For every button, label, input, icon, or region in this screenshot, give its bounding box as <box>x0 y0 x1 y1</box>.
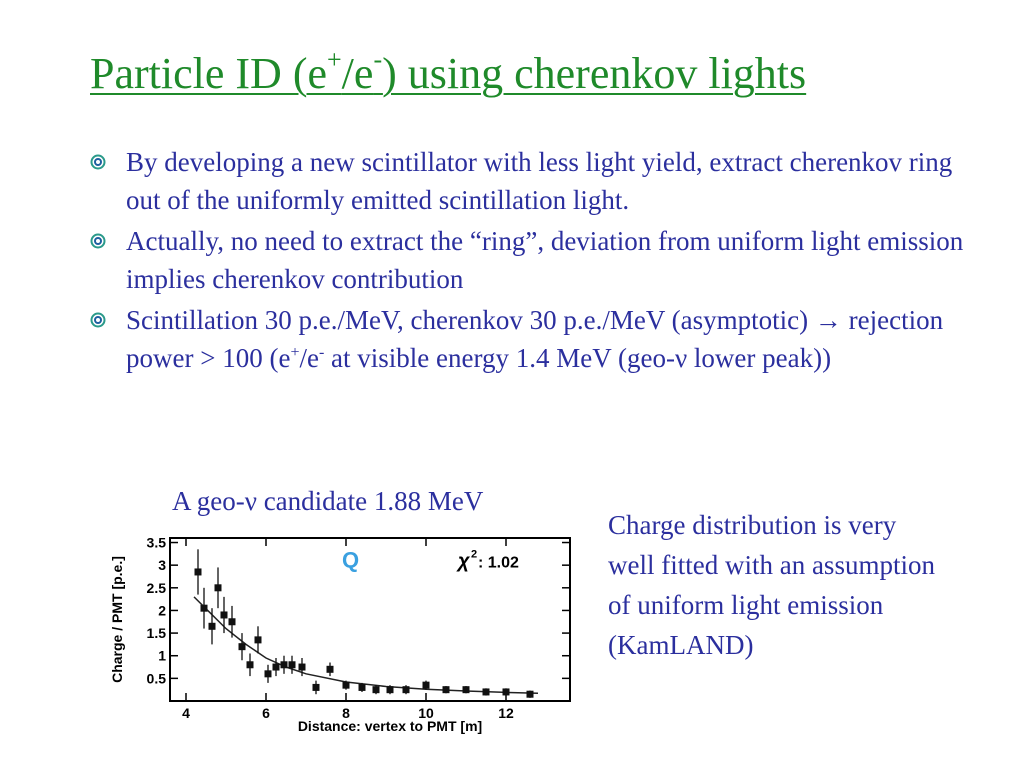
data-point <box>281 661 288 668</box>
y-tick-label: 3.5 <box>146 534 166 551</box>
data-point <box>387 686 394 693</box>
x-tick-label: 10 <box>418 705 434 721</box>
spiral-bullet-icon <box>90 154 106 170</box>
bullet-sup-plus: + <box>290 344 300 361</box>
data-point <box>313 684 320 691</box>
data-point <box>527 691 534 698</box>
data-point <box>209 623 216 630</box>
data-point <box>423 682 430 689</box>
data-point <box>463 686 470 693</box>
x-tick-label: 6 <box>262 705 270 721</box>
x-axis-label: Distance: vertex to PMT [m] <box>297 718 483 734</box>
figure-caption: A geo-ν candidate 1.88 MeV <box>172 486 484 516</box>
data-point <box>359 684 366 691</box>
bullet-text-part-1: Scintillation 30 p.e./MeV, cherenkov 30 p.e./MeV (asymptotic) → rejection power > 100 (e <box>126 305 944 373</box>
charge-distribution-chart <box>100 518 580 738</box>
fit-curve <box>194 597 538 693</box>
data-point <box>255 636 262 643</box>
title-sup-minus: - <box>373 45 383 74</box>
data-point <box>483 688 490 695</box>
data-point <box>265 670 272 677</box>
spiral-bullet-icon <box>90 233 106 249</box>
data-point <box>299 664 306 671</box>
y-tick-label: 1.5 <box>146 625 166 642</box>
data-point <box>273 664 280 671</box>
data-point <box>247 661 254 668</box>
title-part-3: ) using cherenkov lights <box>382 49 807 98</box>
data-point <box>201 605 208 612</box>
chi2-symbol: χ <box>458 550 470 573</box>
title-part-1: Particle ID (e <box>90 49 327 98</box>
bullet-text: By developing a new scintillator with less light yield, extract cherenkov ring out of the uniformly emitted scintillation light. <box>126 147 953 215</box>
bullet-text-part-2: /e <box>299 343 319 373</box>
chi2-value: : 1.02 <box>478 554 519 572</box>
y-tick-label: 2 <box>158 602 166 619</box>
bullet-list <box>90 143 990 380</box>
title-sup-plus: + <box>327 45 342 74</box>
x-tick-label: 8 <box>342 705 350 721</box>
bullet-item <box>90 222 990 298</box>
bullet-sup-minus: - <box>318 344 325 361</box>
title-part-2: /e <box>341 49 374 98</box>
data-point <box>327 666 334 673</box>
x-tick-label: 12 <box>498 705 514 721</box>
data-point <box>343 682 350 689</box>
data-point <box>373 686 380 693</box>
data-point <box>195 568 202 575</box>
y-tick-label: 1 <box>158 647 166 664</box>
data-point <box>443 686 450 693</box>
slide-title <box>90 45 807 99</box>
data-point <box>221 611 228 618</box>
bullet-item <box>90 301 990 377</box>
y-tick-label: 2.5 <box>146 579 166 596</box>
chi2-exponent: 2 <box>471 548 478 561</box>
data-point <box>215 584 222 591</box>
y-tick-label: 3 <box>158 557 166 574</box>
x-tick-label: 4 <box>182 705 190 721</box>
bullet-text: Actually, no need to extract the “ring”, deviation from uniform light emission implies cherenkov contribution <box>126 226 964 294</box>
bullet-item <box>90 143 990 219</box>
panel-label: Q <box>342 547 360 573</box>
data-point <box>403 686 410 693</box>
data-point <box>289 661 296 668</box>
side-note: Charge distribution is very well fitted with an assumption of uniform light emission (KamLAND) <box>608 510 935 660</box>
spiral-bullet-icon <box>90 312 106 328</box>
data-point <box>229 618 236 625</box>
y-tick-label: 0.5 <box>146 670 166 687</box>
bullet-text-part-3: at visible energy 1.4 MeV (geo-ν lower peak)) <box>324 343 832 373</box>
data-point <box>239 643 246 650</box>
y-axis-label: Charge / PMT [p.e.] <box>109 556 125 683</box>
data-point <box>503 688 510 695</box>
